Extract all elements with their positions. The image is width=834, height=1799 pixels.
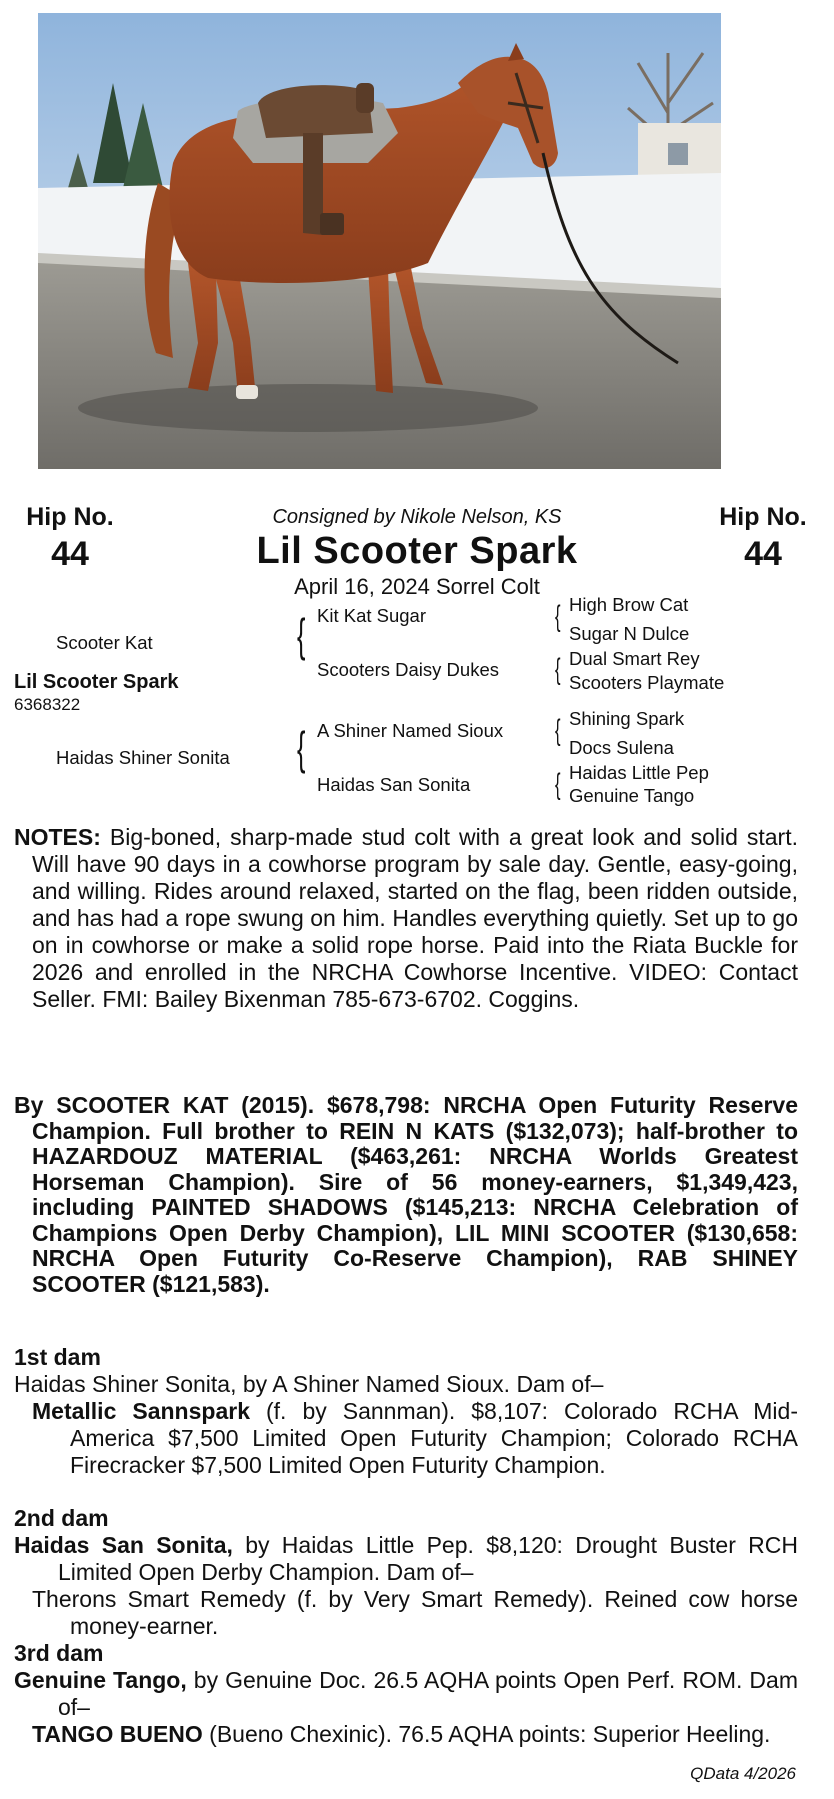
- pedigree-ss-dam: Sugar N Dulce: [569, 623, 690, 644]
- hip-label: Hip No.: [719, 503, 807, 531]
- sire-summary: By SCOOTER KAT (2015). $678,798: NRCHA Open Futurity Reserve Champion. Full brother to REIN N KATS ($132,073); half-brother to HAZARDOUZ MATERIAL ($463,261: NRCHA Worlds Greatest Horseman Champion). Sire of 56 money-earners, $1,349,423, including PAINTED SHADOWS ($145,213: NRCHA Celebration of Champions Open Derby Champion), LIL MINI SCOOTER ($130,658: NRCHA Open Futurity Co-Reserve Champion), RAB SHINEY SCOOTER ($121,583).: [14, 1092, 798, 1297]
- birth-description: April 16, 2024 Sorrel Colt: [294, 574, 540, 599]
- horse-name: Lil Scooter Spark: [256, 530, 578, 572]
- third-dam-line: [14, 1667, 798, 1721]
- third-dam-name: Genuine Tango,: [14, 1667, 187, 1693]
- horse-photo: [38, 13, 721, 469]
- notes-paragraph: [14, 824, 798, 1013]
- hip-label: Hip No.: [26, 503, 114, 531]
- first-dam-heading: 1st dam: [14, 1344, 101, 1370]
- offspring-name: TANGO BUENO: [32, 1721, 203, 1747]
- third-dam-heading: 3rd dam: [14, 1640, 104, 1666]
- pedigree-brace: {: [555, 600, 561, 633]
- pedigree-brace: {: [555, 714, 561, 747]
- pedigree-brace: {: [555, 768, 561, 801]
- pedigree-ss-sire: High Brow Cat: [569, 594, 689, 615]
- pedigree-dd-dam: Genuine Tango: [569, 785, 695, 806]
- first-dam-line: Haidas Shiner Sonita, by A Shiner Named Sioux. Dam of–: [14, 1371, 604, 1397]
- pedigree-sd-sire: Dual Smart Rey: [569, 648, 700, 669]
- first-dam-offspring: [32, 1398, 798, 1479]
- pedigree-brace: {: [297, 609, 306, 661]
- third-dam-offspring: [32, 1721, 798, 1748]
- pedigree-ds-sire: Shining Spark: [569, 708, 685, 729]
- pedigree-brace: {: [555, 653, 561, 686]
- footer-credit: QData 4/2026: [690, 1764, 796, 1783]
- pedigree-ds-dam: Docs Sulena: [569, 737, 674, 758]
- pedigree-subject: Lil Scooter Spark: [14, 671, 179, 693]
- second-dam-line: [14, 1532, 798, 1586]
- offspring-name: Metallic Sannspark: [32, 1398, 250, 1424]
- third-dam-record: by Genuine Doc. 26.5 AQHA points Open Perf. ROM. Dam of–: [58, 1667, 798, 1720]
- offspring-record: (Bueno Chexinic). 76.5 AQHA points: Superior Heeling.: [202, 1721, 771, 1747]
- second-dam-record: by Haidas Little Pep. $8,120: Drought Buster RCH Limited Open Derby Champion. Dam of–: [58, 1532, 798, 1585]
- notes-label: NOTES:: [14, 824, 101, 850]
- pedigree-registration: 6368322: [14, 695, 81, 714]
- second-dam-heading: 2nd dam: [14, 1505, 109, 1531]
- hip-number: 44: [744, 535, 782, 573]
- pedigree-dam-dam: Haidas San Sonita: [317, 774, 471, 795]
- hip-number: 44: [51, 535, 89, 573]
- pedigree-brace: {: [297, 722, 306, 774]
- notes-text: Big-boned, sharp-made stud colt with a great look and solid start. Will have 90 days in a cowhorse program by sale day. Gentle, easy-going, and willing. Rides around relaxed, started on the flag, been ridden outside, and has had a rope swung on him. Handles everything quietly. Set up to go on in cowhorse or make a solid rope horse. Paid into the Riata Buckle for 2026 and enrolled in the NRCHA Cowhorse Incentive. VIDEO: Contact Seller. FMI: Bailey Bixenman 785-673-6702. Coggins.: [32, 824, 798, 1012]
- second-dam-name: Haidas San Sonita,: [14, 1532, 233, 1558]
- second-dam-offspring: Therons Smart Remedy (f. by Very Smart Remedy). Reined cow horse money-earner.: [32, 1586, 798, 1639]
- hip-number-right: [693, 502, 833, 574]
- pedigree-dam-sire: A Shiner Named Sioux: [317, 720, 504, 741]
- consignor: Consigned by Nikole Nelson, KS: [272, 506, 562, 528]
- pedigree-sire: Scooter Kat: [56, 632, 153, 653]
- offspring-record: (f. by Sannman). $8,107: Colorado RCHA Mid-America $7,500 Limited Open Futurity Champion; Colorado RCHA Firecracker $7,500 Limited Open Futurity Champion.: [70, 1398, 798, 1478]
- pedigree-sire-dam: Scooters Daisy Dukes: [317, 659, 499, 680]
- pedigree-sd-dam: Scooters Playmate: [569, 672, 725, 693]
- pedigree-dam: Haidas Shiner Sonita: [56, 747, 230, 768]
- hip-number-left: [0, 502, 140, 574]
- pedigree-dd-sire: Haidas Little Pep: [569, 762, 709, 783]
- pedigree-sire-sire: Kit Kat Sugar: [317, 605, 427, 626]
